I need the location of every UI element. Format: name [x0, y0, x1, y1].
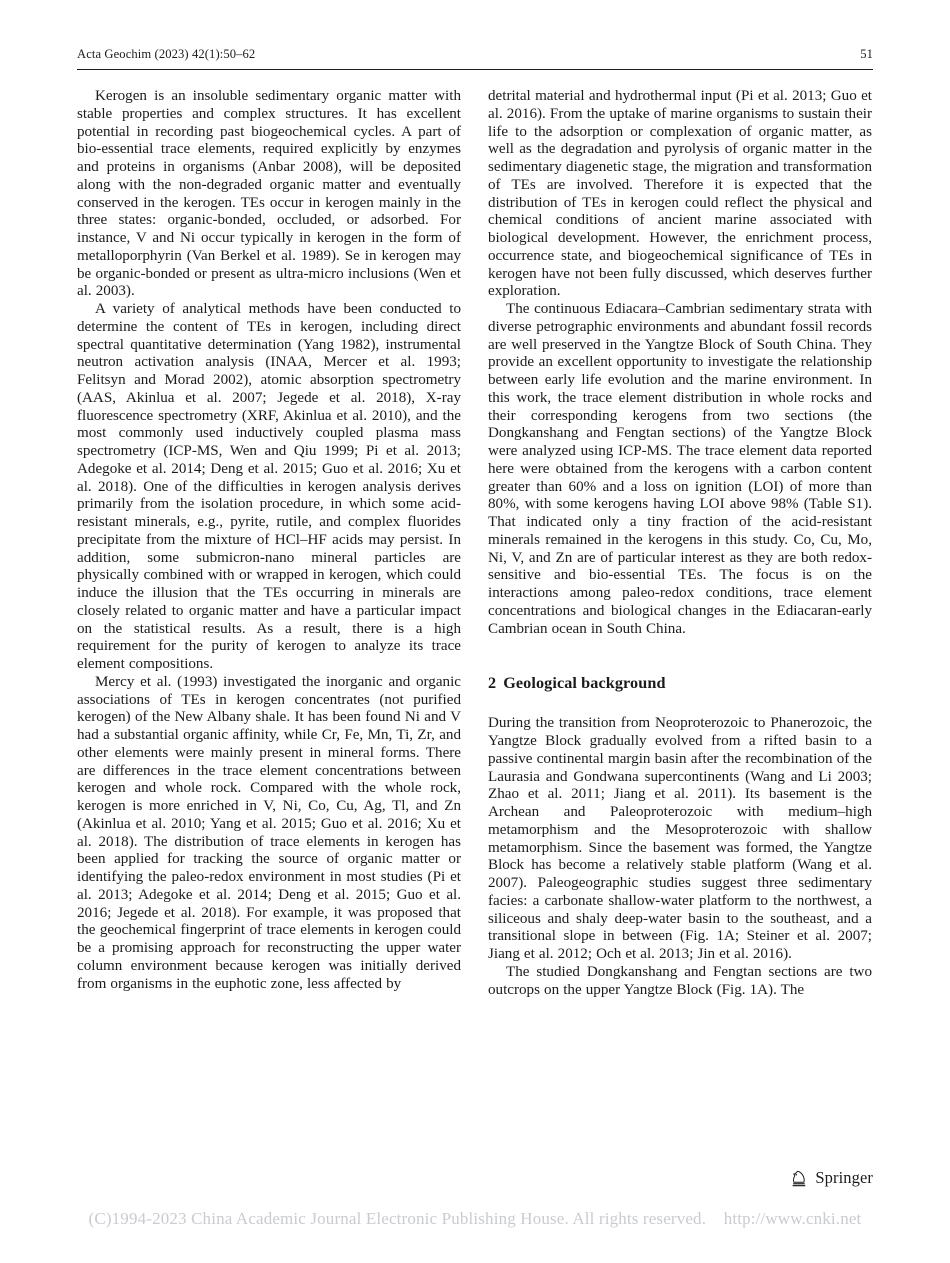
right-column: [488, 88, 872, 999]
springer-logo: [790, 1168, 873, 1188]
paragraph-yangtze-block-evolution: During the transition from Neoproterozoic to Phanerozoic, the Yangtze Block gradually evolved from a rifted basin to a passive continental margin basin after the recombination of the Laurasia and Gondwana supercontinents (Wang and Li 2003; Zhao et al. 2011; Jiang et al. 2011). Its basement is the Archean and Paleoproterozoic with medium–high metamorphism and the Mesoproterozoic with shallow metamorphism. Since the basement was formed, the Yangtze Block has become a relatively stable platform (Wang et al. 2007). Paleogeographic studies suggest three sedimentary facies: a carbonate shallow-water platform to the northwest, a siliceous and shaly deep-water basin to the southeast, and a transitional slope in between (Fig. 1A; Steiner et al. 2007; Jiang et al. 2012; Och et al. 2013; Jin et al. 2016).: [488, 715, 872, 962]
heading-space-above: [488, 638, 872, 674]
paragraph-continuation: detrital material and hydrothermal input (Pi et al. 2013; Guo et al. 2016). From the uptake of marine organisms to sustain their life to the adsorption or complexation of organic matter, as well as the degradation and pyrolysis of organic matter in the sedimentary diagenetic stage, the migration and transformation of TEs are involved. Therefore it is expected that the distribution of TEs in kerogen could reflect the physical and chemical conditions of ancient marine associated with biological development. However, the enrichment process, occurrence state, and biogeochemical significance of TEs in kerogen have not been fully discussed, which deserves further exploration.: [488, 88, 872, 300]
cnki-copyright-watermark: (C)1994-2023 China Academic Journal Electronic Publishing House. All rights reserved. http://www.cnki.net: [88, 1209, 862, 1228]
section-heading-geological-background: [488, 674, 872, 693]
paragraph-mercy-1993: Mercy et al. (1993) investigated the inorganic and organic associations of TEs in kerogen concentrates (not purified kerogen) of the New Albany shale. It has been found Ni and V had a substantial organic affinity, while Cr, Fe, Mn, Ti, Zr, and other elements were mainly present in mineral forms. There are differences in the trace element concentrations between kerogen and whole rock. Compared with the whole rock, kerogen is more enriched in V, Ni, Co, Cu, Ag, Tl, and Zn (Akinlua et al. 2010; Yang et al. 2015; Guo et al. 2016; Xu et al. 2018). The distribution of trace elements in kerogen has been applied for tracking the source of organic matter or identifying the paleo-redox environment in most studies (Pi et al. 2013; Adegoke et al. 2014; Deng et al. 2015; Guo et al. 2016; Jegede et al. 2018). For example, it was proposed that the geochemical fingerprint of trace elements in kerogen could be a promising approach for reconstructing the upper water column environment because kerogen was initially derived from organisms in the euphotic zone, less affected by: [77, 673, 461, 992]
springer-wordmark: Springer: [815, 1168, 873, 1187]
paragraph-ediacara-cambrian: The continuous Ediacara–Cambrian sedimentary strata with diverse petrographic environments and abundant fossil records are well preserved in the Yangtze Block of South China. They provide an excellent opportunity to investigate the relationship between early life evolution and the marine environment. In this work, the trace element distribution in whole rocks and their corresponding kerogens from two sections (the Dongkanshang and Fengtan sections) of the Yangtze Block were analyzed using ICP-MS. The trace element data reported here were obtained from the kerogens with a carbon content greater than 60% and a loss on ignition (LOI) of more than 80%, with some kerogens having LOI above 98% (Table S1). That indicated only a tiny fraction of the acid-resistant minerals remained in the kerogens in this study. Co, Cu, Mo, Ni, V, and Zn are of particular interest as they are both redox-sensitive and bio-essential TEs. The focus is on the interactions among paleo-redox conditions, trace element concentrations and biological changes in the Ediacaran-early Cambrian ocean in South China.: [488, 301, 872, 637]
running-head: [77, 47, 873, 62]
paragraph-kerogen-intro: Kerogen is an insoluble sedimentary organic matter with stable properties and complex structures. It has excellent potential in recording past biogeochemical cycles. A part of bio-essential trace elements, required explicitly by enzymes and proteins in organisms (Anbar 2008), will be deposited along with the non-degraded organic matter and eventually conserved in the kerogen. TEs occur in kerogen mainly in the three states: organic-bonded, occluded, or adsorbed. For instance, V and Ni occur typically in kerogen in the form of metalloporphyrin (Van Berkel et al. 1989). Se in kerogen may be organic-bonded or present as ultra-micro inclusions (Wen et al. 2003).: [77, 88, 461, 300]
page-number: 51: [860, 47, 873, 61]
section-title: Geological background: [503, 674, 666, 693]
section-number: 2: [488, 674, 497, 693]
paragraph-studied-sections: The studied Dongkanshang and Fengtan sections are two outcrops on the upper Yangtze Block (Fig. 1A). The: [488, 963, 872, 998]
journal-reference: Acta Geochim (2023) 42(1):50–62: [77, 47, 256, 61]
paragraph-analytical-methods: A variety of analytical methods have been conducted to determine the content of TEs in kerogen, including direct spectral quantitative determination (Yang 1982), instrumental neutron activation analysis (INAA, Mercer et al. 1993; Felitsyn and Morad 2002), atomic absorption spectrometry (AAS, Akinlua et al. 2007; Jegede et al. 2018), X-ray fluorescence spectrometry (XRF, Akinlua et al. 2010), and the most commonly used inductively coupled plasma mass spectrometry (ICP-MS, Wen and Qiu 1999; Pi et al. 2013; Adegoke et al. 2014; Deng et al. 2015; Guo et al. 2016; Xu et al. 2018). One of the difficulties in kerogen analysis derives primarily from the isolation procedure, in which some acid-resistant minerals, e.g., pyrite, rutile, and complex fluorides precipitate from the mixture of HCl–HF acids may persist. In addition, some submicron-nano mineral particles are physically combined with or wrapped in kerogen, which could induce the illusion that the TEs occurring in minerals are closely related to organic matter and have a particular impact on the statistical results. As a result, there is a high requirement for the purity of kerogen to analyze its trace element compositions.: [77, 301, 461, 672]
springer-knight-icon: [790, 1169, 809, 1188]
heading-space-below: [488, 693, 872, 715]
header-rule: [77, 69, 873, 70]
body-columns: [77, 88, 873, 1148]
left-column: [77, 88, 461, 993]
